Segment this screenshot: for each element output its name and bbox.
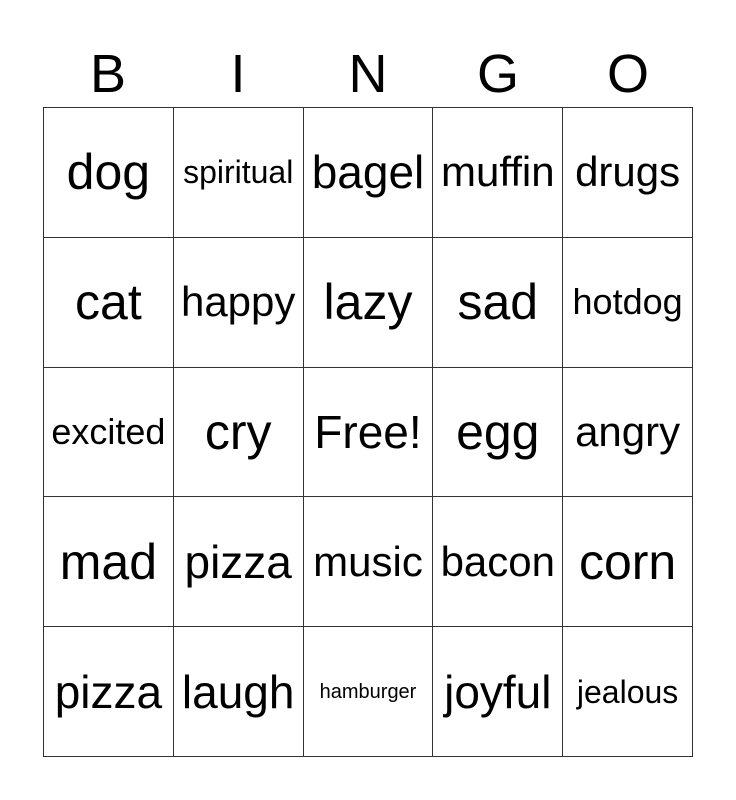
header-letter-b: B	[89, 44, 127, 104]
header-letter-n: N	[348, 44, 388, 104]
bingo-board	[43, 107, 693, 757]
bingo-cell[interactable]: egg	[433, 368, 563, 498]
bingo-cell[interactable]: joyful	[433, 627, 563, 757]
bingo-cell[interactable]: hamburger	[304, 627, 434, 757]
bingo-cell[interactable]: drugs	[563, 108, 693, 238]
bingo-cell[interactable]: sad	[433, 238, 563, 368]
bingo-header	[43, 40, 693, 108]
header-letter-g: G	[476, 44, 519, 104]
bingo-cell[interactable]: excited	[44, 368, 174, 498]
bingo-cell[interactable]: jealous	[563, 627, 693, 757]
bingo-cell[interactable]: spiritual	[174, 108, 304, 238]
bingo-cell[interactable]: muffin	[433, 108, 563, 238]
header-letter-o: O	[606, 44, 649, 104]
bingo-cell[interactable]: corn	[563, 497, 693, 627]
bingo-cell[interactable]: cry	[174, 368, 304, 498]
bingo-cell[interactable]: lazy	[304, 238, 434, 368]
bingo-cell[interactable]: pizza	[174, 497, 304, 627]
bingo-cell[interactable]: bagel	[304, 108, 434, 238]
header-letter-i: I	[230, 44, 246, 104]
bingo-cell[interactable]: pizza	[44, 627, 174, 757]
free-space-cell[interactable]: Free!	[304, 368, 434, 498]
bingo-cell[interactable]: laugh	[174, 627, 304, 757]
bingo-cell[interactable]: music	[304, 497, 434, 627]
bingo-cell[interactable]: angry	[563, 368, 693, 498]
bingo-cell[interactable]: dog	[44, 108, 174, 238]
bingo-cell[interactable]: hotdog	[563, 238, 693, 368]
bingo-cell[interactable]: happy	[174, 238, 304, 368]
bingo-cell[interactable]: cat	[44, 238, 174, 368]
bingo-cell[interactable]: mad	[44, 497, 174, 627]
bingo-cell[interactable]: bacon	[433, 497, 563, 627]
